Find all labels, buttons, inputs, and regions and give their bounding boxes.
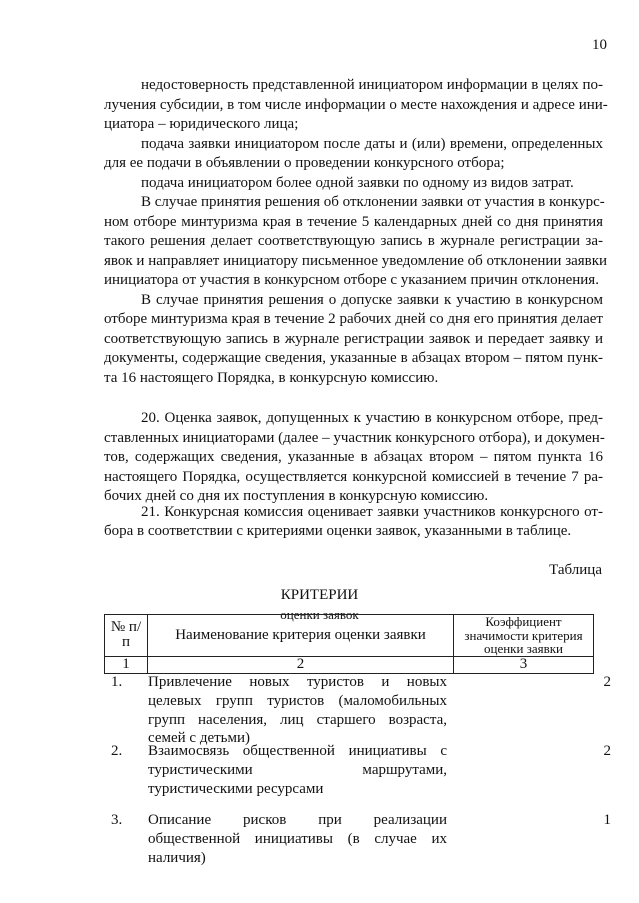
text-line: тов, содержащих сведения, указанные в абзацах втором – пятом пункта 16: [104, 449, 603, 465]
text-line: для ее подачи в объявлении о проведении конкурсного отбора;: [104, 155, 505, 171]
header-number: № п/п: [105, 615, 148, 657]
row-number: 3.: [111, 812, 123, 828]
text-line: ном отборе минтуризма края в течение 5 календарных дней со дня принятия: [104, 214, 603, 230]
text-line: настоящего Порядка, осуществляется конкурсной комиссией в течение 7 ра-: [104, 469, 603, 485]
text-line: бора в соответствии с критериями оценки заявок, указанными в таблице.: [104, 523, 572, 539]
index-cell: 2: [148, 656, 454, 673]
row-number: 2.: [111, 743, 123, 759]
criteria-subtitle: оценки заявок: [280, 607, 359, 622]
text-line: циатора – юридического лица;: [104, 116, 299, 132]
text-line: недостоверность представленной инициатором информации в целях по-: [141, 77, 603, 93]
text-line: В случае принятия решения о допуске заявки к участию в конкурсном: [141, 292, 603, 308]
text-line: подача заявки инициатором после даты и (или) времени, определенных: [141, 136, 603, 152]
text-line: отборе минтуризма края в течение 2 рабочих дней со дня его принятия делает: [104, 311, 603, 327]
text-line: 20. Оценка заявок, допущенных к участию в конкурсном отборе, пред-: [141, 410, 603, 426]
text-line: явок и направляет инициатору письменное уведомление об отклонении заявки: [104, 253, 608, 269]
text-line: 21. Конкурсная комиссия оценивает заявки участников конкурсного от-: [141, 504, 603, 520]
page-number: 10: [592, 37, 607, 53]
table-label: Таблица: [549, 562, 602, 578]
header-coefficient: Коэффициент значимости критерия оценки заявки: [454, 615, 594, 657]
text-line: документы, содержащие сведения, указанные в абзацах втором – пятом пунк-: [104, 350, 603, 366]
text-line: лучения субсидии, в том числе информации о месте нахождения и адресе ини-: [104, 97, 608, 113]
criteria-table-header: [104, 614, 594, 674]
row-coefficient: 2: [603, 674, 611, 690]
text-line: ставленных инициаторами (далее – участник конкурсного отбора), и докумен-: [104, 430, 605, 446]
row-coefficient: 1: [603, 812, 611, 828]
row-criterion: Привлечение новых туристов и новых целевых групп туристов (маломобильных групп населения, лиц старшего возраста, семей с детьми): [148, 674, 447, 747]
table-row: [111, 811, 611, 866]
text-line: В случае принятия решения об отклонении заявки от участия в конкурс-: [141, 194, 605, 210]
index-cell: 1: [105, 656, 148, 673]
text-line: соответствующую запись в журнале регистрации заявок и передает заявку и: [104, 331, 603, 347]
row-criterion: Взаимосвязь общественной инициативы с туристическими маршрутами, туристическими ресурсами: [148, 743, 447, 797]
index-cell: 3: [454, 656, 594, 673]
row-criterion: Описание рисков при реализации общественной инициативы (в случае их наличия): [148, 812, 447, 866]
header-criterion-name: Наименование критерия оценки заявки: [148, 615, 454, 657]
text-line: такого решения делает соответствующую запись в журнале регистрации за-: [104, 233, 603, 249]
text-line: инициатора от участия в конкурсном отборе с указанием причин отклонения.: [104, 272, 599, 288]
text-line: та 16 настоящего Порядка, в конкурсную комиссию.: [104, 370, 439, 386]
table-row: [111, 742, 611, 802]
row-number: 1.: [111, 674, 123, 690]
row-coefficient: 2: [603, 743, 611, 759]
table-row: [111, 673, 611, 747]
criteria-title: КРИТЕРИИ: [280, 587, 359, 603]
text-line: бочих дней со дня их поступления в конкурсную комиссию.: [104, 488, 489, 504]
text-line: подача инициатором более одной заявки по одному из видов затрат.: [141, 175, 574, 191]
